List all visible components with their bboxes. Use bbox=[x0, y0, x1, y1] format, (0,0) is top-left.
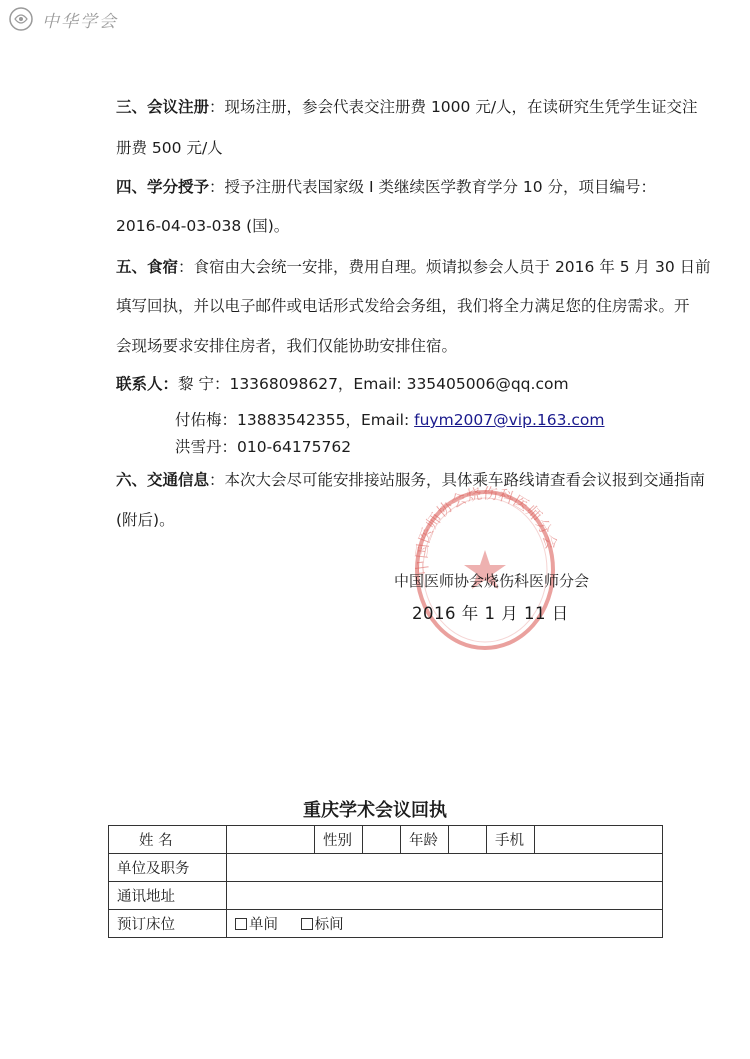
seal-text: 中国医师协会烧伤科医师分会 bbox=[412, 484, 561, 577]
bed-label: 预订床位 bbox=[109, 910, 227, 938]
signature-org: 中国医师协会烧伤科医师分会 bbox=[394, 572, 590, 590]
credit-text: ：授予注册代表国家级 I 类继续医学教育学分 10 分，项目编号： bbox=[209, 178, 657, 196]
contact-2-email-link[interactable]: fuym2007@vip.163.com bbox=[414, 411, 605, 429]
official-seal bbox=[405, 478, 565, 658]
form-row-name bbox=[109, 826, 663, 854]
transport-line-2: (附后)。 bbox=[116, 511, 175, 529]
watermark-logo bbox=[6, 6, 118, 32]
lodging-line-3: 会现场要求安排住房者，我们仅能协助安排住宿。 bbox=[116, 337, 458, 355]
option-single-label: 单间 bbox=[249, 917, 278, 933]
signature-date: 2016 年 1 月 11 日 bbox=[412, 604, 569, 623]
option-standard-label: 标间 bbox=[314, 917, 344, 933]
registration-text: ：现场注册，参会代表交注册费 1000 元/人，在读研究生凭学生证交注 bbox=[209, 98, 698, 116]
credit-line-2: 2016-04-03-038 (国)。 bbox=[116, 217, 290, 235]
form-row-bed bbox=[109, 910, 663, 938]
gender-label: 性别 bbox=[315, 826, 363, 854]
receipt-form-table bbox=[108, 825, 663, 938]
contacts-label: 联系人： bbox=[116, 375, 179, 393]
age-field[interactable] bbox=[449, 826, 487, 854]
form-title: 重庆学术会议回执 bbox=[303, 800, 447, 821]
contact-line-3: 洪雪丹：010-64175762 bbox=[175, 438, 352, 456]
option-single-room[interactable] bbox=[235, 917, 278, 933]
contact-1-details: ：13368098627，Email: 335405006@qq.com bbox=[213, 375, 569, 393]
form-row-address bbox=[109, 882, 663, 910]
contact-1-name: 黎 宁 bbox=[178, 375, 214, 393]
bed-options bbox=[227, 910, 663, 938]
address-label: 通讯地址 bbox=[109, 882, 227, 910]
age-label: 年龄 bbox=[401, 826, 449, 854]
contact-line-1 bbox=[116, 374, 569, 394]
society-emblem-icon bbox=[6, 6, 36, 32]
registration-line-1 bbox=[116, 97, 698, 117]
unit-label: 单位及职务 bbox=[109, 854, 227, 882]
credit-heading: 四、学分授予 bbox=[116, 178, 210, 196]
phone-label: 手机 bbox=[487, 826, 535, 854]
unit-field[interactable] bbox=[227, 854, 663, 882]
gender-field[interactable] bbox=[363, 826, 401, 854]
checkbox-icon[interactable] bbox=[301, 918, 313, 930]
credit-line-1 bbox=[116, 177, 656, 197]
phone-field[interactable] bbox=[535, 826, 663, 854]
lodging-line-2: 填写回执，并以电子邮件或电话形式发给会务组，我们将全力满足您的住房需求。开 bbox=[116, 297, 690, 315]
option-standard-room[interactable] bbox=[301, 917, 344, 933]
contact-2-prefix: 付佑梅：13883542355，Email: bbox=[175, 411, 415, 429]
lodging-text: ：食宿由大会统一安排，费用自理。烦请拟参会人员于 2016 年 5 月 30 日前 bbox=[178, 258, 711, 276]
lodging-line-1 bbox=[116, 257, 711, 277]
checkbox-icon[interactable] bbox=[235, 918, 247, 930]
form-row-unit bbox=[109, 854, 663, 882]
lodging-heading: 五、食宿 bbox=[116, 258, 179, 276]
watermark-text: 中华学会 bbox=[42, 11, 118, 32]
transport-heading: 六、交通信息 bbox=[116, 471, 210, 489]
registration-line-2: 册费 500 元/人 bbox=[116, 139, 223, 157]
name-label: 姓 名 bbox=[109, 826, 227, 854]
address-field[interactable] bbox=[227, 882, 663, 910]
contact-line-2 bbox=[175, 410, 605, 430]
registration-heading: 三、会议注册 bbox=[116, 98, 210, 116]
name-field[interactable] bbox=[227, 826, 315, 854]
transport-text: ：本次大会尽可能安排接站服务，具体乘车路线请查看会议报到交通指南 bbox=[209, 471, 706, 489]
